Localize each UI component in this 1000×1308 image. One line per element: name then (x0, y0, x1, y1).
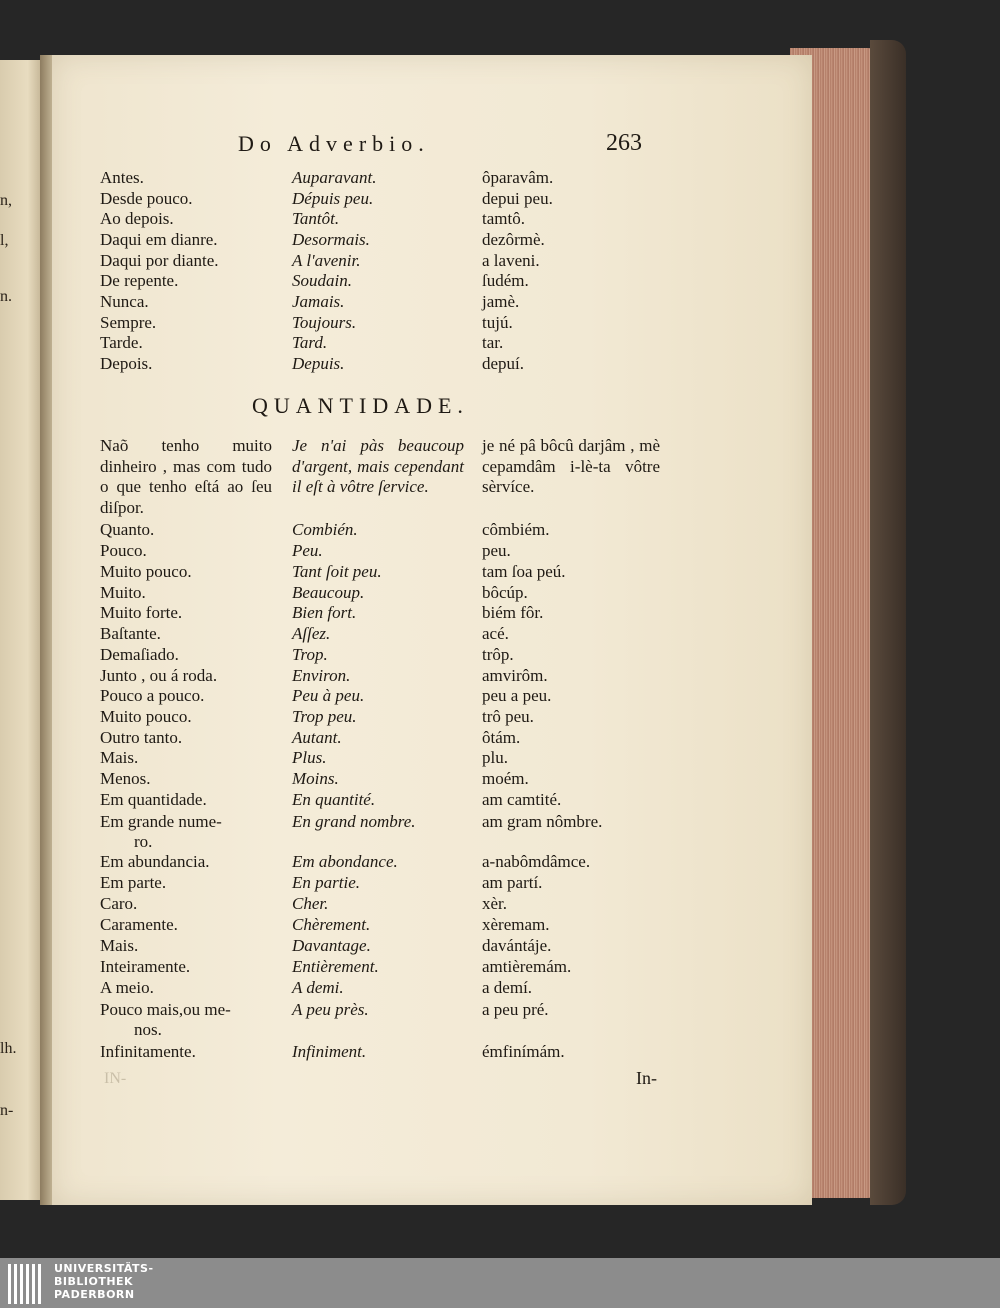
portuguese-term: Muito pouco. (100, 562, 192, 581)
portuguese-term: Pouco mais,ou me- (100, 1000, 231, 1019)
pronunciation: ôparavâm. (482, 168, 554, 187)
french-term: Tard. (292, 333, 328, 352)
french-term: Peu. (292, 541, 323, 560)
french-term: Trop. (292, 645, 328, 664)
french-term: Jamais. (292, 292, 345, 311)
french-term: Peu à peu. (292, 686, 365, 705)
pronunciation: tam ſoa peú. (482, 562, 566, 581)
portuguese-term: Inteiramente. (100, 957, 191, 976)
catchword: In- (636, 1068, 657, 1088)
pronunciation: a peu pré. (482, 1000, 549, 1019)
portuguese-term: Ao depois. (100, 209, 174, 228)
pronunciation: biém fôr. (482, 603, 544, 622)
french-term: Plus. (292, 748, 327, 767)
french-term: Environ. (292, 666, 351, 685)
pronunciation: acé. (482, 624, 509, 643)
running-header: Do Adverbio. (238, 131, 430, 156)
french-term: Trop peu. (292, 707, 357, 726)
portuguese-term: Em abundancia. (100, 852, 210, 871)
french-term: En partie. (292, 873, 360, 892)
portuguese-term: Pouco. (100, 541, 147, 560)
french-term: Davantage. (292, 936, 371, 955)
portuguese-term: Em parte. (100, 873, 167, 892)
french-term: Depuis. (292, 354, 345, 373)
portuguese-term: Daqui em dianre. (100, 230, 218, 249)
french-term: Autant. (292, 728, 342, 747)
pronunciation: xèremam. (482, 915, 550, 934)
portuguese-term: Depois. (100, 354, 153, 373)
portuguese-term: Antes. (100, 168, 144, 187)
pronunciation: tujú. (482, 313, 513, 332)
french-term: Entièrement. (292, 957, 379, 976)
portuguese-term: Menos. (100, 769, 151, 788)
portuguese-term: Nunca. (100, 292, 149, 311)
section-heading: QUANTIDADE. (252, 393, 469, 418)
pronunciation: peu. (482, 541, 511, 560)
portuguese-term: Em grande nume- (100, 812, 222, 831)
pronunciation: jamè. (482, 292, 520, 311)
portuguese-term: Muito. (100, 583, 146, 602)
portuguese-term: Junto , ou á roda. (100, 666, 218, 685)
pronunciation: cômbiém. (482, 520, 550, 539)
portuguese-term: Em quantidade. (100, 790, 207, 809)
pronunciation: tamtô. (482, 209, 525, 228)
paragraph-french: Je n'ai pàs beaucoup d'argent, mais cependant il eſt à vôtre ſervice. (292, 436, 464, 496)
pronunciation: xèr. (482, 894, 508, 913)
portuguese-term-continuation: nos. (134, 1020, 162, 1039)
left-page-fragment: n, (0, 192, 12, 209)
library-name (54, 1262, 154, 1301)
pronunciation: bôcúp. (482, 583, 528, 602)
french-term: Combién. (292, 520, 358, 539)
french-term: A l'avenir. (292, 251, 361, 270)
pronunciation: a demí. (482, 978, 533, 997)
portuguese-term-continuation: ro. (134, 832, 153, 851)
pronunciation: a laveni. (482, 251, 540, 270)
pronunciation: trô peu. (482, 707, 534, 726)
french-term: En grand nombre. (292, 812, 416, 831)
pronunciation: am gram nômbre. (482, 812, 603, 831)
portuguese-term: Caramente. (100, 915, 178, 934)
left-page-fragment: l, (0, 232, 9, 249)
page-number: 263 (606, 130, 642, 156)
portuguese-term: Mais. (100, 748, 139, 767)
pronunciation: ſudém. (482, 271, 529, 290)
left-page-fragment: n- (0, 1102, 14, 1119)
french-term: Em abondance. (292, 852, 398, 871)
portuguese-term: Tarde. (100, 333, 143, 352)
portuguese-term: Muito forte. (100, 603, 183, 622)
library-name-line: PADERBORN (54, 1288, 135, 1301)
left-page-fragment: lh. (0, 1040, 17, 1057)
pronunciation: am partí. (482, 873, 543, 892)
portuguese-term: A meio. (100, 978, 154, 997)
pronunciation: amtièremám. (482, 957, 572, 976)
french-term: A demi. (292, 978, 344, 997)
pronunciation: a-nabômdâmce. (482, 852, 591, 871)
pronunciation: am camtité. (482, 790, 562, 809)
pronunciation: moém. (482, 769, 529, 788)
book-cover (870, 40, 906, 1205)
library-name-line: BIBLIOTHEK (54, 1275, 134, 1288)
pronunciation: peu a peu. (482, 686, 552, 705)
portuguese-term: Mais. (100, 936, 139, 955)
pronunciation: trôp. (482, 645, 514, 664)
portuguese-term: Demaſiado. (100, 645, 179, 664)
pronunciation: depuí. (482, 354, 525, 373)
french-term: Cher. (292, 894, 329, 913)
portuguese-term: Pouco a pouco. (100, 686, 205, 705)
french-term: A peu près. (292, 1000, 369, 1019)
paragraph-pronunciation: je né pâ bôcû darjâm , mè cepamdâm i-lè-ta vôtre sèrvíce. (482, 436, 660, 496)
portuguese-term: De repente. (100, 271, 179, 290)
portuguese-term: Baſtante. (100, 624, 161, 643)
french-term: Auparavant. (292, 168, 377, 187)
french-term: Tant ſoit peu. (292, 562, 382, 581)
french-term: Infiniment. (292, 1042, 367, 1061)
french-term: Moins. (292, 769, 339, 788)
left-page-fragment: n. (0, 288, 12, 305)
french-term: Bien fort. (292, 603, 357, 622)
portuguese-term: Infinitamente. (100, 1042, 196, 1061)
french-term: En quantité. (292, 790, 376, 809)
pronunciation: dezôrmè. (482, 230, 545, 249)
pronunciation: ôtám. (482, 728, 521, 747)
french-term: Desormais. (292, 230, 370, 249)
french-term: Soudain. (292, 271, 352, 290)
french-term: Dépuis peu. (292, 189, 374, 208)
pronunciation: tar. (482, 333, 504, 352)
show-through-text: IN- (104, 1070, 127, 1087)
pronunciation: davántáje. (482, 936, 552, 955)
french-term: Tantôt. (292, 209, 340, 228)
french-term: Toujours. (292, 313, 357, 332)
portuguese-term: Daqui por diante. (100, 251, 219, 270)
paragraph-portuguese: Naõ tenho muito dinheiro , mas com tudo o que tenho eſtá ao ſeu diſpor. (100, 436, 272, 517)
portuguese-term: Muito pouco. (100, 707, 192, 726)
portuguese-term: Caro. (100, 894, 138, 913)
pronunciation: depui peu. (482, 189, 553, 208)
pronunciation: plu. (482, 748, 508, 767)
library-logo-icon (8, 1264, 48, 1304)
library-footer-bar (0, 1258, 1000, 1308)
french-term: Beaucoup. (292, 583, 365, 602)
pronunciation: amvirôm. (482, 666, 548, 685)
portuguese-term: Sempre. (100, 313, 157, 332)
portuguese-term: Outro tanto. (100, 728, 183, 747)
library-name-line: UNIVERSITÄTS- (54, 1262, 154, 1275)
portuguese-term: Desde pouco. (100, 189, 193, 208)
portuguese-term: Quanto. (100, 520, 155, 539)
pronunciation: émfinímám. (482, 1042, 565, 1061)
french-term: Aſſez. (292, 624, 331, 643)
french-term: Chèrement. (292, 915, 371, 934)
